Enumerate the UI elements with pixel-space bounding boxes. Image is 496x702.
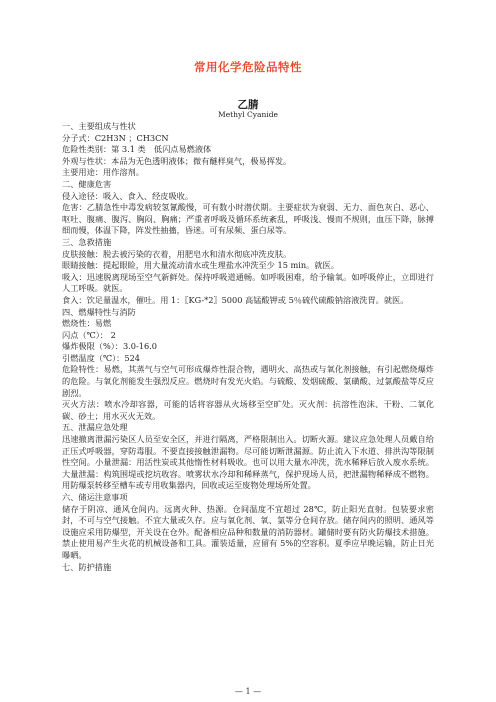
molecular-formula: 分子式：C2H3N ；CH3CN xyxy=(62,132,169,143)
section-heading: 二、健康危害 xyxy=(62,178,112,189)
section-heading: 六、储运注意事项 xyxy=(62,492,128,502)
chemical-name: 乙腈 xyxy=(237,99,259,111)
fire-fighting: 灭火方法：喷水冷却容器，可能的话将容器从火场移至空旷处。灭火剂：抗溶性泡沫、干粉、二氧化碳、砂土；用水灭火无效。 xyxy=(62,399,434,421)
section-heading: 一、主要组成与性状 xyxy=(62,121,136,131)
ingestion: 食入：饮足量温水，催吐。用 1：〖KG-*2〗5000 高锰酸钾或 5％硫代硫酸钠溶液洗胃。就医。 xyxy=(62,294,409,305)
flash-point: 闪点（℃）： 2 xyxy=(62,329,116,340)
skin-contact: 皮肤接触：脱去被污染的衣着，用肥皂水和清水彻底冲洗皮肤。 xyxy=(62,248,292,259)
inhalation: 吸入：迅速脱离现场至空气新鲜处。保持呼吸道通畅。如呼吸困难，给予输氧。如呼吸停止，立即进行人工呼吸。就医。 xyxy=(62,271,434,294)
hazard-characteristics: 危险特性：易燃，其蒸气与空气可形成爆炸性混合物，遇明火、高热或与氧化剂接触，有引起燃烧爆炸的危险。与氧化剂能发生强烈反应。燃烧时有发光火焰。与硫酸、发烟硫酸、氯磺酸、过氯酸盐等反应剧烈。 xyxy=(62,364,434,398)
document-header: 常用化学危险品特性 xyxy=(194,60,302,74)
explosion-limits: 爆炸极限（%）：3.0-16.0 xyxy=(62,341,158,352)
page-number: — 1 — xyxy=(234,687,262,696)
hazard-class: 危险性类别：第 3.1 类 低闪点易燃液体 xyxy=(62,144,212,155)
leak-response: 迅速撤离泄漏污染区人员至安全区，并进行隔离，严格限制出入。切断火源。建议应急处理人员戴自给正压式呼吸器，穿防毒服。不要直接接触泄漏物。尽可能切断泄漏源。防止流入下水道、排洪沟等限制性空间。小量泄漏：用活性炭或其他惰性材料吸收。也可以用大量水冲洗，洗水稀释后放入废水系统。大量泄漏：构筑围堤或挖坑收容。喷雾状水冷却和稀释蒸气，保护现场人员，把泄漏物稀释成不燃物。用防爆泵转移至槽车或专用收集器内，回收或运至废物处理场所处置。 xyxy=(62,434,434,491)
section-heading: 三、急救措施 xyxy=(62,236,112,247)
health-hazard: 危害：乙腈急性中毒发病较氢氰酸慢，可有数小时潜伏期。主要症状为衰弱、无力、面色灰白、恶心、呕吐、腹痛、腹泻、胸闷、胸痛；严重者呼吸及循环系统紊乱，呼吸浅、慢而不规则，血压下降，脉搏细而慢，体温下降，阵发性抽搐，昏迷。可有尿频、蛋白尿等。 xyxy=(62,202,434,236)
ignition-temperature: 引燃温度（℃）：524 xyxy=(62,352,140,363)
section-heading: 七、防护措施 xyxy=(62,561,112,572)
chemical-english-name: Methyl Cyanide xyxy=(218,110,278,119)
flammability: 燃烧性：易燃 xyxy=(62,318,112,329)
document-body xyxy=(62,121,434,573)
section-heading: 五、泄漏应急处理 xyxy=(62,422,128,433)
appearance: 外观与性状：本品为无色透明液体；微有醚样臭气，极易挥发。 xyxy=(62,155,292,166)
eye-contact: 眼睛接触：提起眼睑，用大量流动清水或生理盐水冲洗至少 15 min。就医。 xyxy=(62,260,339,271)
storage-transport: 储存于阴凉、通风仓间内。远离火种、热源。仓间温度不宜超过 28℃，防止阳光直射。包装要求密封，不可与空气接触。不宜大量或久存。应与氧化剂、氧、氯等分仓间存放。储存间内的照明、通风等设施应采用防爆型，开关设在仓外。配备相应品种和数量的消防器材。罐储时要有防火防爆技术措施。禁止使用易产生火花的机械设备和工具。灌装适量，应留有 5%的空容积。夏季应早晚运输，防止日光曝晒。 xyxy=(62,503,434,560)
main-use: 主要用途：用作溶剂。 xyxy=(62,167,144,178)
section-heading: 四、燃爆特性与消防 xyxy=(62,306,136,317)
exposure-routes: 侵入途径：吸入、食入、经皮吸收。 xyxy=(62,190,194,201)
